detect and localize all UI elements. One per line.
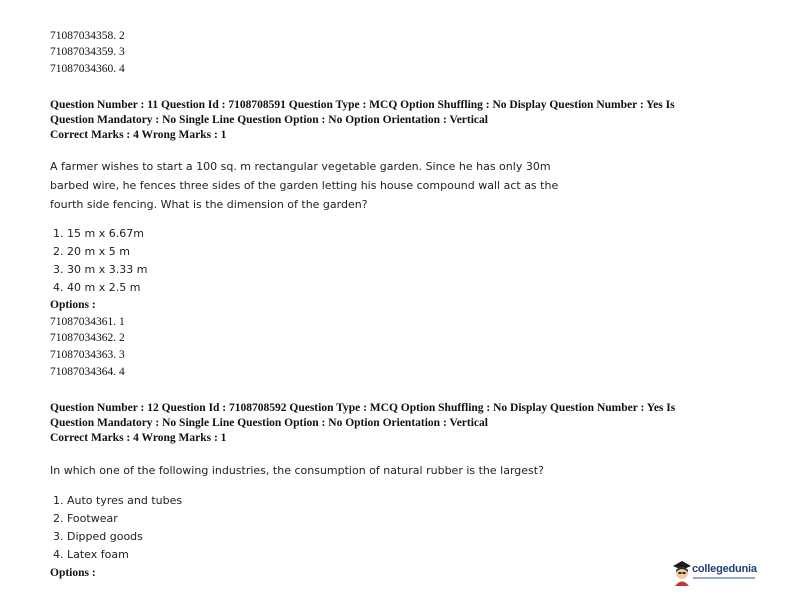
logo-tagline xyxy=(693,577,755,579)
answer-choice: 3. 30 m x 3.33 m xyxy=(53,263,148,276)
answer-choice: 4. Latex foam xyxy=(53,548,129,561)
student-avatar-icon xyxy=(672,560,692,586)
answer-choice: 3. Dipped goods xyxy=(53,530,143,543)
question-header: Question Mandatory : No Single Line Question Option : No Option Orientation : Vertical xyxy=(50,114,488,126)
option-id: 71087034364. 4 xyxy=(50,366,125,378)
question-header: Question Mandatory : No Single Line Question Option : No Option Orientation : Vertical xyxy=(50,417,488,429)
options-label: Options : xyxy=(50,567,96,579)
question-marks: Correct Marks : 4 Wrong Marks : 1 xyxy=(50,432,227,444)
option-id: 71087034360. 4 xyxy=(50,63,125,75)
question-text: In which one of the following industries, the consumption of natural rubber is the largest? xyxy=(50,464,544,477)
option-id: 71087034358. 2 xyxy=(50,30,125,42)
option-id: 71087034359. 3 xyxy=(50,46,125,58)
question-text: fourth side fencing. What is the dimension of the garden? xyxy=(50,198,368,211)
options-label: Options : xyxy=(50,299,96,311)
answer-choice: 1. 15 m x 6.67m xyxy=(53,227,144,240)
logo-text: collegedunia xyxy=(692,563,757,575)
option-id: 71087034363. 3 xyxy=(50,349,125,361)
question-text: barbed wire, he fences three sides of the garden letting his house compound wall act as the xyxy=(50,179,559,192)
answer-choice: 4. 40 m x 2.5 m xyxy=(53,281,141,294)
question-header: Question Number : 12 Question Id : 7108708592 Question Type : MCQ Option Shuffling : No Display Question Number : Yes Is xyxy=(50,402,676,414)
question-text: A farmer wishes to start a 100 sq. m rectangular vegetable garden. Since he has only 30m xyxy=(50,160,551,173)
answer-choice: 1. Auto tyres and tubes xyxy=(53,494,183,507)
option-id: 71087034361. 1 xyxy=(50,316,125,328)
answer-choice: 2. Footwear xyxy=(53,512,118,525)
question-header: Question Number : 11 Question Id : 7108708591 Question Type : MCQ Option Shuffling : No Display Question Number : Yes Is xyxy=(50,99,675,111)
option-id: 71087034362. 2 xyxy=(50,332,125,344)
question-marks: Correct Marks : 4 Wrong Marks : 1 xyxy=(50,129,227,141)
collegedunia-logo xyxy=(672,560,762,586)
answer-choice: 2. 20 m x 5 m xyxy=(53,245,130,258)
